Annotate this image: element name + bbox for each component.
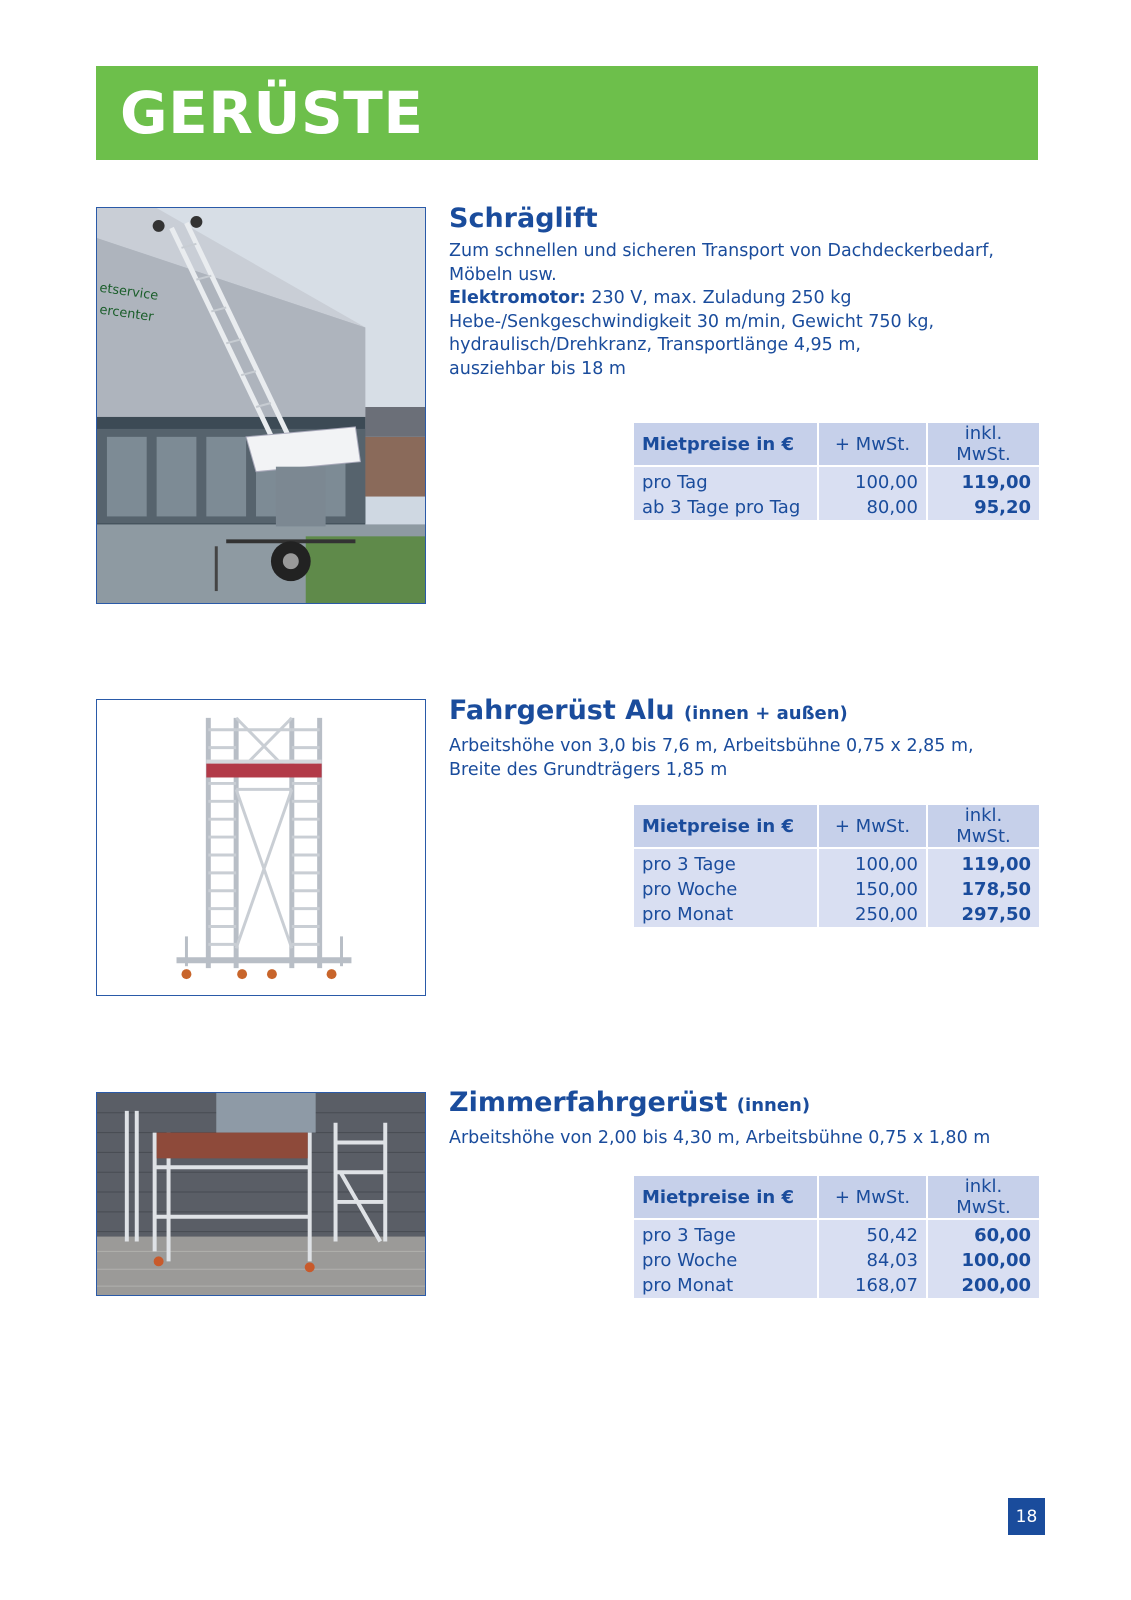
price-table-schraeglift [634, 423, 1039, 520]
table-row: pro Monat 168,07 200,00 [634, 1273, 1039, 1298]
zimmerfahrgeruest-photo [96, 1092, 426, 1296]
table-row: pro Tag 100,00 119,00 [634, 466, 1039, 495]
schraeglift-photo [96, 207, 426, 604]
product-title-schraeglift: Schräglift [449, 203, 598, 234]
price-table-fahrgeruest-alu [634, 805, 1039, 927]
fahrgeruest-alu-info [449, 694, 1039, 782]
table-header-row: Mietpreise in € + MwSt. inkl. MwSt. [634, 1176, 1039, 1219]
zimmerfahrgeruest-info [449, 1086, 1039, 1151]
table-row: pro 3 Tage 50,42 60,00 [634, 1219, 1039, 1248]
photo-sign-line2: ercenter [98, 302, 155, 326]
table-row: pro Monat 250,00 297,50 [634, 902, 1039, 927]
price-table-zimmerfahrgeruest [634, 1176, 1039, 1298]
product-title-zimmerfahrgeruest: Zimmerfahrgerüst (innen) [449, 1087, 811, 1118]
page-title: GERÜSTE [120, 79, 424, 147]
fahrgeruest-alu-photo [96, 699, 426, 996]
table-header-row: Mietpreise in € + MwSt. inkl. MwSt. [634, 423, 1039, 466]
page-banner [96, 66, 1038, 160]
table-header-row: Mietpreise in € + MwSt. inkl. MwSt. [634, 805, 1039, 848]
table-row: pro 3 Tage 100,00 119,00 [634, 848, 1039, 877]
table-row: pro Woche 150,00 178,50 [634, 877, 1039, 902]
product-description-schraeglift: Zum schnellen und sicheren Transport von Dachdeckerbedarf, Möbeln usw. Elektromotor: 230 V, max. Zuladung 250 kg Hebe-/Senkgeschwindigkeit 30 m/min, Gewicht 750 kg, hydraulisch/Drehkranz, Transportlänge 4,95 m, ausziehbar bis 18 m [449, 241, 994, 379]
table-row: ab 3 Tage pro Tag 80,00 95,20 [634, 495, 1039, 520]
photo-sign-line1: etservice [98, 280, 160, 304]
product-title-fahrgeruest-alu: Fahrgerüst Alu (innen + außen) [449, 695, 848, 726]
page-number: 18 [1008, 1498, 1045, 1535]
schraeglift-info [449, 202, 1039, 381]
product-description-fahrgeruest-alu: Arbeitshöhe von 3,0 bis 7,6 m, Arbeitsbühne 0,75 x 2,85 m, Breite des Grundträgers 1,85 m [449, 736, 974, 780]
product-description-zimmerfahrgeruest: Arbeitshöhe von 2,00 bis 4,30 m, Arbeitsbühne 0,75 x 1,80 m [449, 1128, 991, 1148]
table-row: pro Woche 84,03 100,00 [634, 1248, 1039, 1273]
